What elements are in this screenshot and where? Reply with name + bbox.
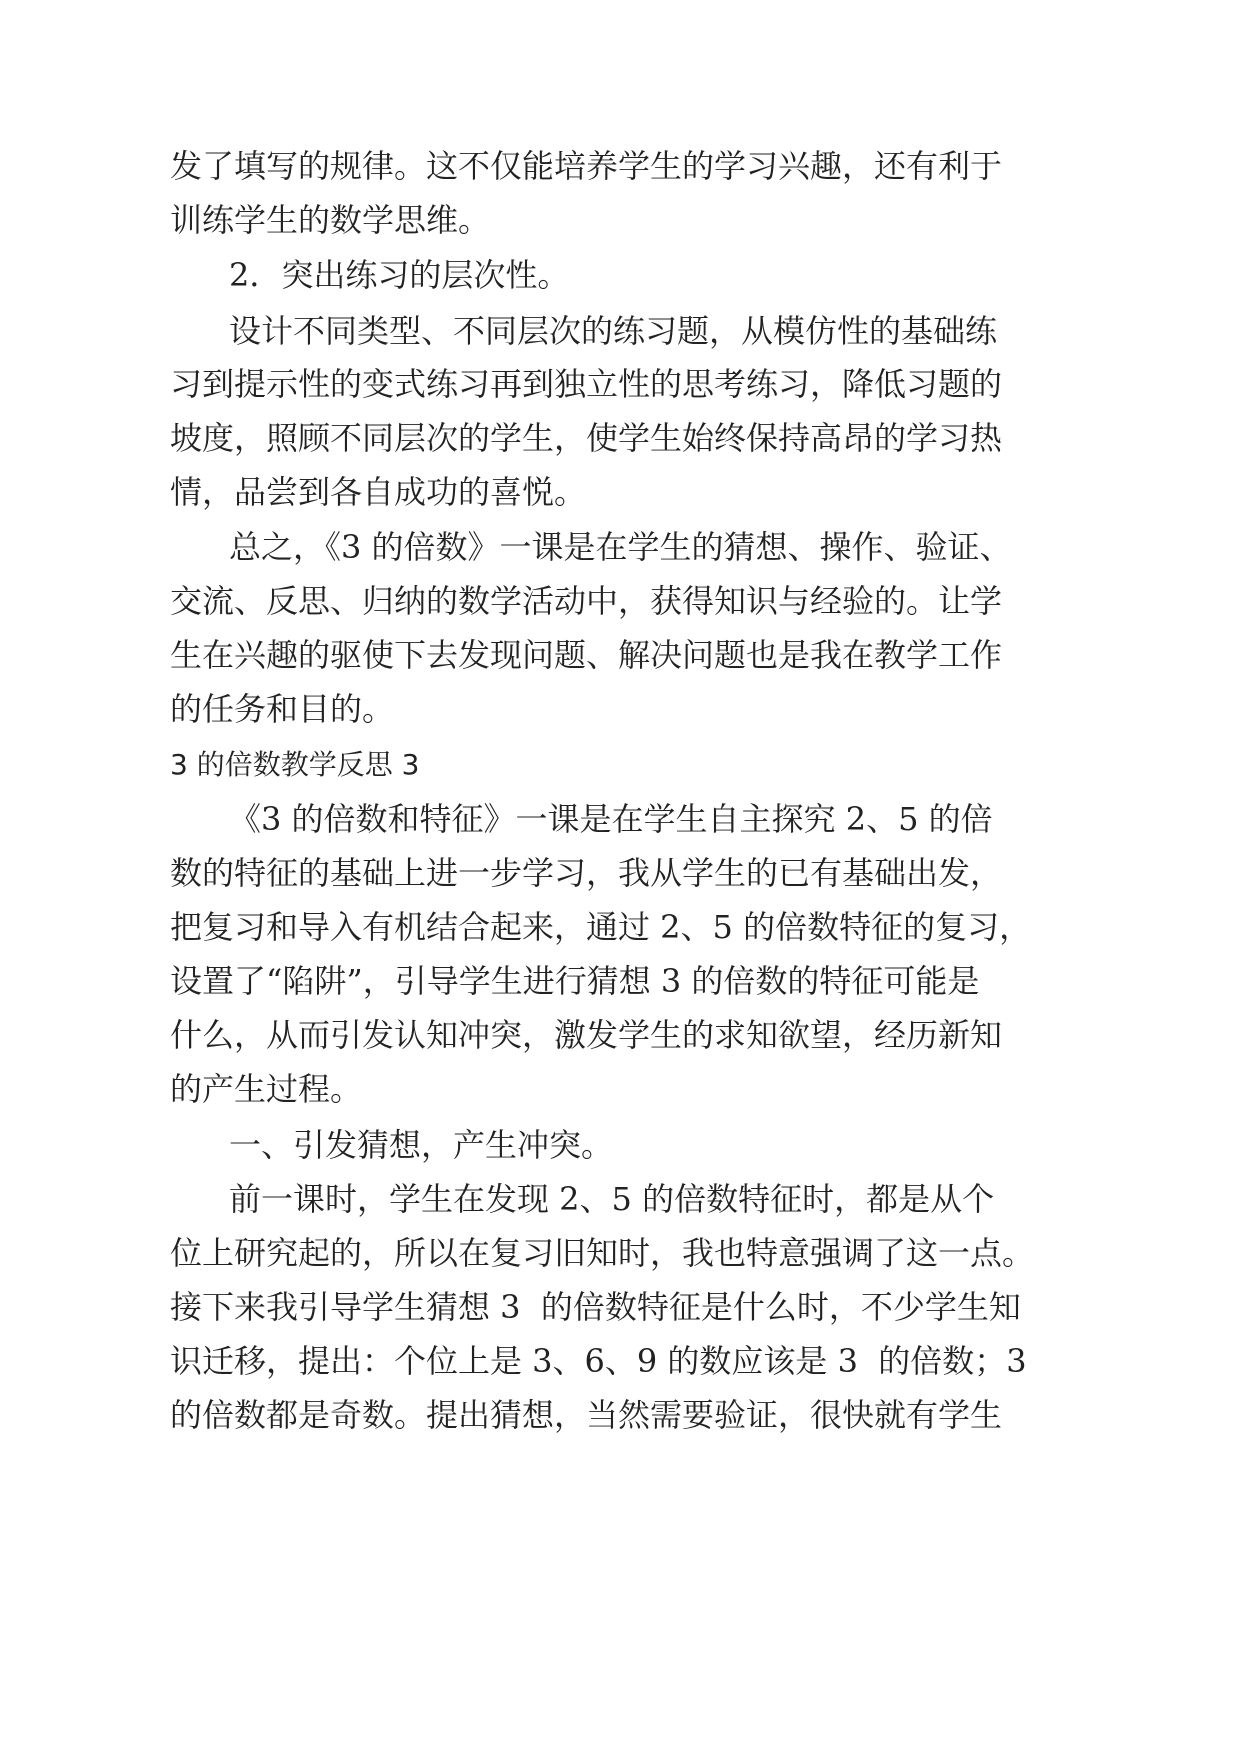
text-line: 总之，《3 的倍数》一课是在学生的猜想、操作、验证、 — [229, 528, 1012, 566]
text-line: 情，品尝到各自成功的喜悦。 — [170, 473, 587, 511]
text-line: 的产生过程。 — [170, 1070, 363, 1108]
text-line: 的任务和目的。 — [170, 690, 395, 728]
text-line: 位上研究起的，所以在复习旧知时，我也特意强调了这一点。 — [170, 1234, 1035, 1272]
text-line: 把复习和导入有机结合起来，通过 2、5 的倍数特征的复习， — [170, 908, 1032, 946]
text-line: 训练学生的数学思维。 — [170, 201, 491, 239]
text-line: 接下来我引导学生猜想 3 的倍数特征是什么时，不少学生知 — [170, 1288, 1021, 1326]
subheading: 一、引发猜想，产生冲突。 — [229, 1126, 614, 1164]
text-line: 交流、反思、归纳的数学活动中，获得知识与经验的。让学 — [170, 582, 1003, 620]
section-title: 3 的倍数教学反思 3 — [170, 748, 420, 781]
text-line: 数的特征的基础上进一步学习，我从学生的已有基础出发， — [170, 854, 1003, 892]
text-line: 《3 的倍数和特征》一课是在学生自主探究 2、5 的倍 — [229, 800, 993, 838]
text-line: 坡度，照顾不同层次的学生，使学生始终保持高昂的学习热 — [170, 419, 1003, 457]
text-line: 发了填写的规律。这不仅能培养学生的学习兴趣，还有利于 — [170, 147, 1003, 185]
text-line: 设计不同类型、不同层次的练习题，从模仿性的基础练 — [229, 312, 998, 350]
text-line: 什么，从而引发认知冲突，激发学生的求知欲望，经历新知 — [170, 1016, 1003, 1054]
list-item-heading: 2．突出练习的层次性。 — [229, 256, 570, 294]
text-line: 识迁移，提出：个位上是 3、6、9 的数应该是 3 的倍数；3 — [170, 1342, 1027, 1380]
text-line: 设置了“陷阱”，引导学生进行猜想 3 的倍数的特征可能是 — [170, 962, 980, 1000]
text-line: 习到提示性的变式练习再到独立性的思考练习，降低习题的 — [170, 365, 1003, 403]
text-line: 前一课时，学生在发现 2、5 的倍数特征时，都是从个 — [229, 1180, 995, 1218]
text-line: 生在兴趣的驱使下去发现问题、解决问题也是我在教学工作 — [170, 636, 1003, 674]
text-line: 的倍数都是奇数。提出猜想，当然需要验证，很快就有学生 — [170, 1396, 1003, 1434]
